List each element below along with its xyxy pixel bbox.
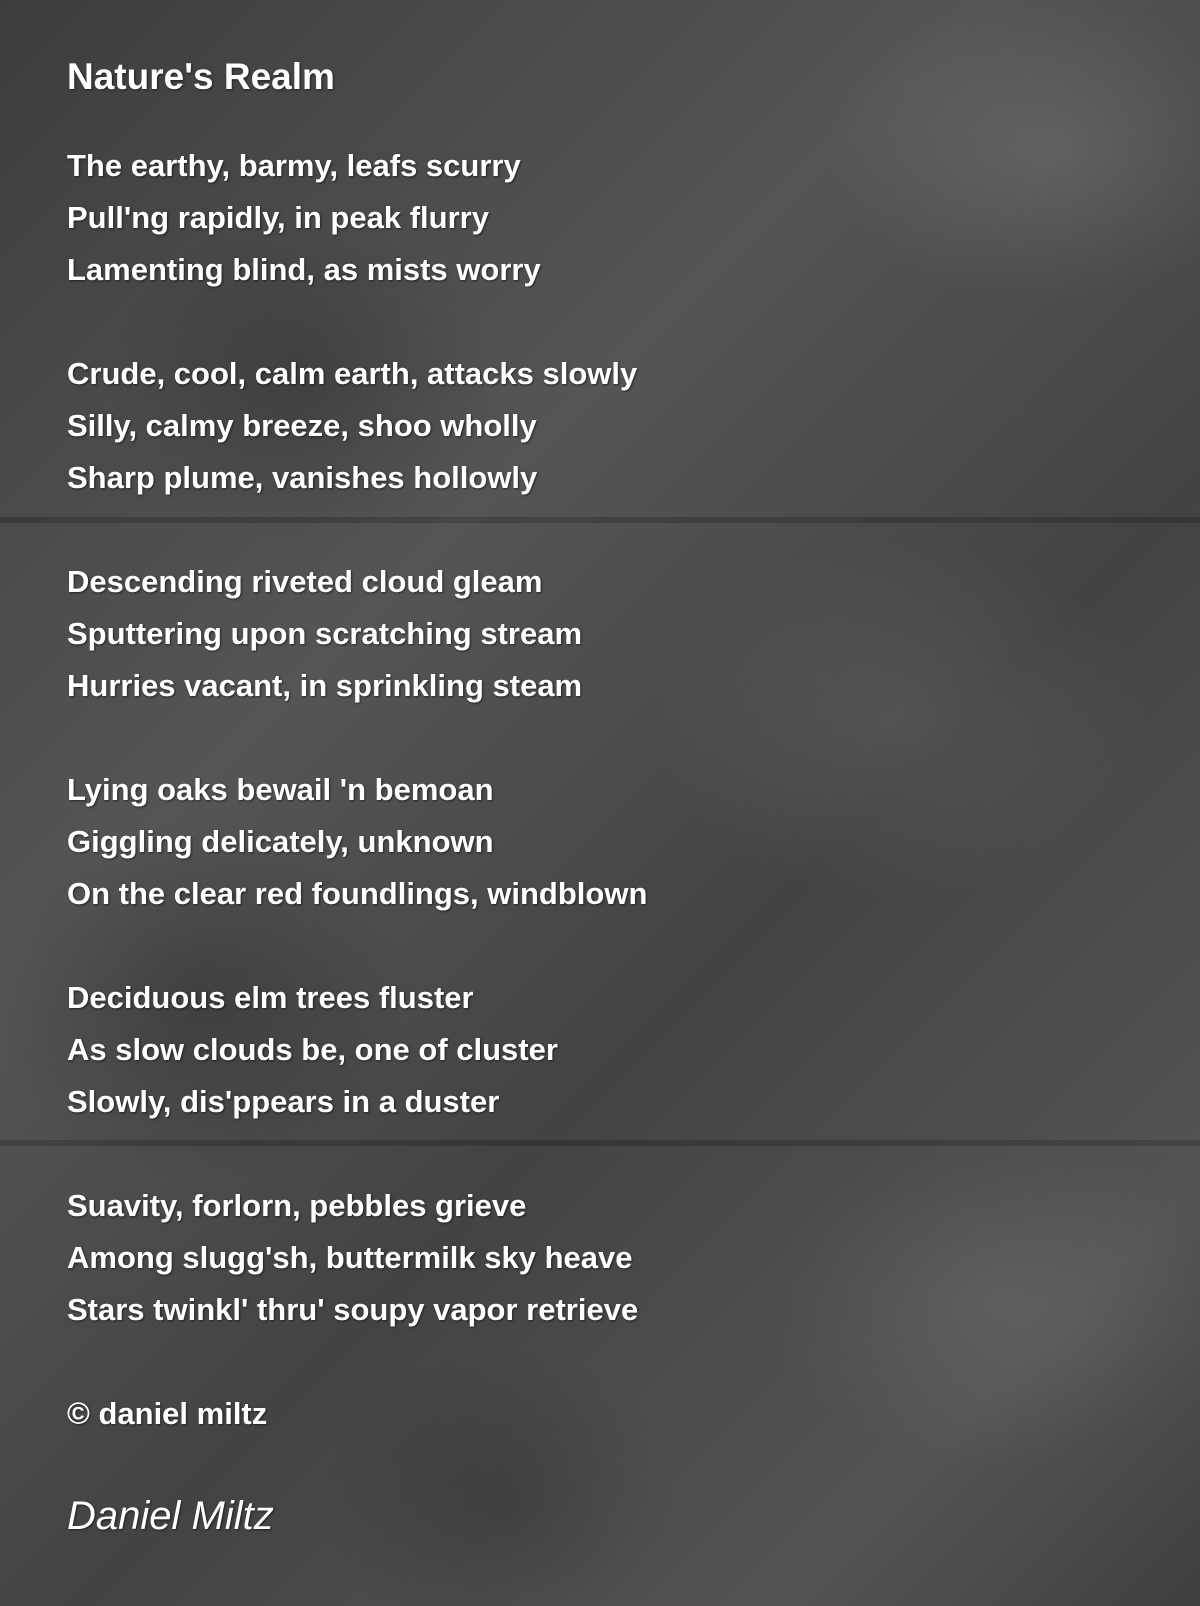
copyright-notice: © daniel miltz bbox=[67, 1396, 268, 1431]
poem-line: Deciduous elm trees fluster bbox=[67, 980, 474, 1015]
poem-line: Suavity, forlorn, pebbles grieve bbox=[67, 1188, 527, 1223]
stanza-5 bbox=[67, 972, 1147, 1128]
poem-line: Among slugg'sh, buttermilk sky heave bbox=[67, 1240, 633, 1275]
stanza-4 bbox=[67, 764, 1147, 920]
stanza-3 bbox=[67, 556, 1147, 712]
poem-line: Descending riveted cloud gleam bbox=[67, 564, 543, 599]
stanza-2 bbox=[67, 348, 1147, 504]
poem-line: Giggling delicately, unknown bbox=[67, 824, 494, 859]
poem-title: Nature's Realm bbox=[67, 56, 335, 97]
poem-line: As slow clouds be, one of cluster bbox=[67, 1032, 558, 1067]
stanza-6 bbox=[67, 1180, 1147, 1336]
poem-line: Crude, cool, calm earth, attacks slowly bbox=[67, 356, 638, 391]
poem-line: Sharp plume, vanishes hollowly bbox=[67, 460, 538, 495]
poem-line: Stars twinkl' thru' soupy vapor retrieve bbox=[67, 1292, 639, 1327]
poem-line: On the clear red foundlings, windblown bbox=[67, 876, 648, 911]
poem-line: Lying oaks bewail 'n bemoan bbox=[67, 772, 494, 807]
poem-container bbox=[67, 52, 1147, 1542]
poem-line: Sputtering upon scratching stream bbox=[67, 616, 583, 651]
poem-line: The earthy, barmy, leafs scurry bbox=[67, 148, 521, 183]
author-name: Daniel Miltz bbox=[67, 1494, 274, 1538]
poem-line: Hurries vacant, in sprinkling steam bbox=[67, 668, 583, 703]
poem-line: Lamenting blind, as mists worry bbox=[67, 252, 541, 287]
poem-line: Pull'ng rapidly, in peak flurry bbox=[67, 200, 489, 235]
stanza-1 bbox=[67, 140, 1147, 296]
poem-line: Slowly, dis'ppears in a duster bbox=[67, 1084, 500, 1119]
poem-line: Silly, calmy breeze, shoo wholly bbox=[67, 408, 537, 443]
